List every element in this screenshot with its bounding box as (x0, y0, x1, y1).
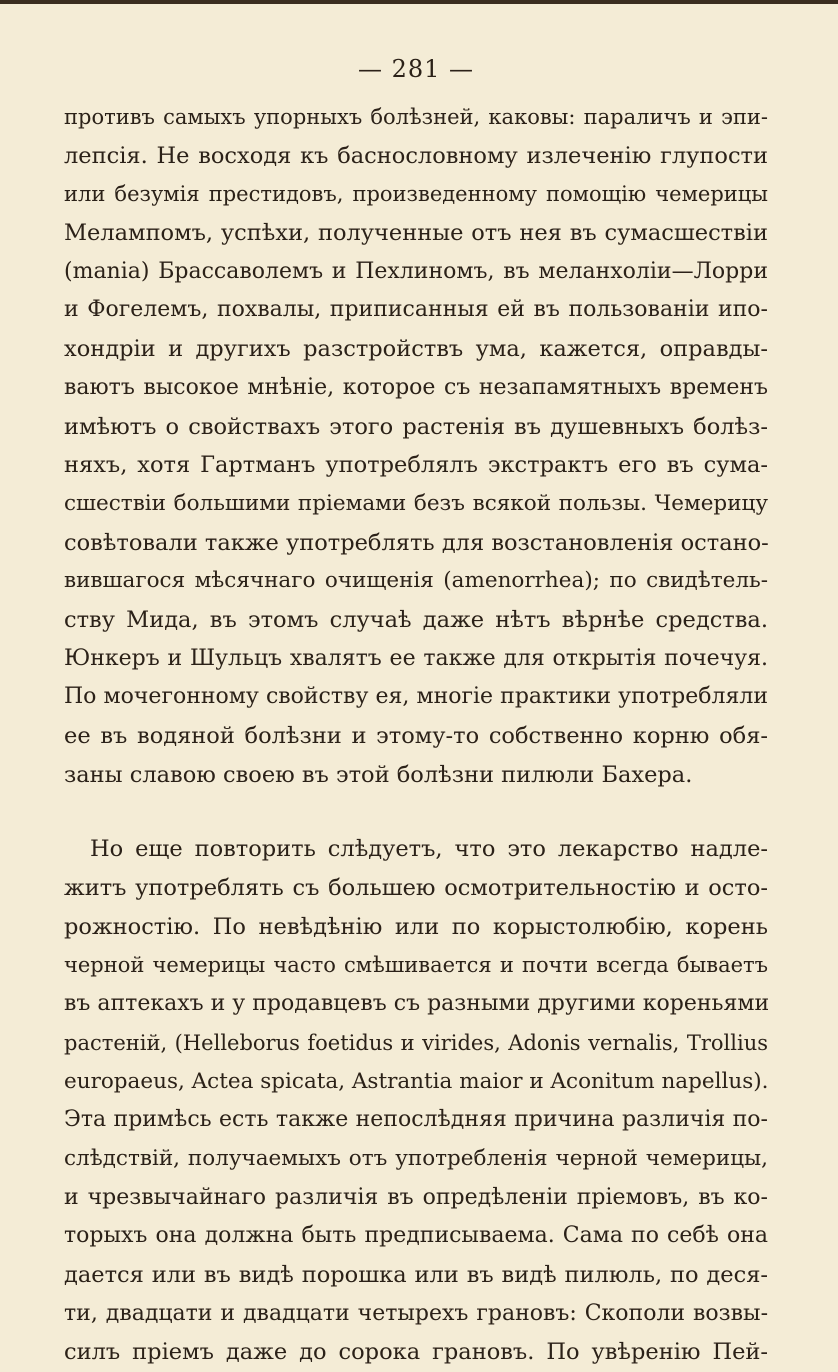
text-line: Но еще повторить слѣдуетъ, что это лекарство надле- (90, 836, 768, 863)
text-line: вившагося мѣсячнаго очищенія (amenorrhea); по свидѣтель- (64, 568, 768, 594)
text-line: ти, двадцати и двадцати четырехъ грановъ: Скополи возвы- (64, 1300, 768, 1326)
text-line: торыхъ она должна быть предписываема. Сама по себѣ она (64, 1223, 768, 1249)
text-line: растеній, (Helleborus foetidus и virides, Adonis vernalis, Trollius (64, 1030, 768, 1055)
text-line: сшествіи большими пріемами безъ всякой пользы. Чемерицу (64, 490, 768, 516)
paragraph-1 (64, 98, 768, 794)
text-line: силъ пріемъ даже до сорока грановъ. По увѣренію Пей- (64, 1339, 768, 1366)
text-line: и Фогелемъ, похвалы, приписанныя ей въ пользованіи ипо- (64, 297, 768, 323)
text-line: или безумія престидовъ, произведенному помощію чемерицы (64, 182, 768, 207)
text-line: заны славою своею въ этой болѣзни пилюли Бахера. (64, 761, 693, 788)
text-line: рожностію. По невѣдѣнію или по корыстолюбію, корень (64, 913, 768, 940)
paragraph-gap (64, 794, 768, 830)
text-line: въ аптекахъ и у продавцевъ съ разными другими кореньями (64, 991, 770, 1017)
text-line: дается или въ видѣ порошка или въ видѣ пилюль, по деся- (64, 1261, 768, 1288)
text-line: житъ употреблять съ большею осмотрительностію и осто- (64, 875, 768, 902)
text-line: Мелампомъ, успѣхи, полученные отъ нея въ сумасшествіи (64, 220, 768, 247)
text-line: ваютъ высокое мнѣніе, которое съ незапамятныхъ временъ (64, 374, 768, 400)
text-line: europaeus, Actea spicata, Astrantia maior и Aconitum napellus). (64, 1068, 769, 1094)
text-line: ству Мида, въ этомъ случаѣ даже нѣтъ вѣрнѣе средства. (64, 606, 768, 633)
text-line: лепсія. Не восходя къ баснословному излеченію глупости (64, 142, 768, 169)
text-line: слѣдствій, получаемыхъ отъ употребленія черной чемерицы, (64, 1145, 768, 1171)
text-line: черной чемерицы часто смѣшивается и почти всегда бываетъ (64, 953, 768, 978)
text-line: По мочегонному свойству ея, многіе практики употребляли (64, 684, 768, 710)
text-line: имѣютъ о свойствахъ этого растенія въ душевныхъ болѣз- (64, 413, 768, 440)
text-line: Эта примѣсь есть также непослѣдняя причина различія по- (64, 1107, 768, 1133)
paragraph-2 (64, 830, 768, 1372)
text-line: совѣтовали также употреблять для возстановленія остано- (64, 529, 769, 556)
text-line: ее въ водяной болѣзни и этому-то собственно корню обя- (64, 723, 768, 749)
text-line: хондріи и другихъ разстройствъ ума, кажется, оправды- (64, 336, 768, 363)
text-line: (mania) Брассаволемъ и Пехлиномъ, въ меланхоліи—Лорри (64, 258, 768, 284)
text-line: противъ самыхъ упорныхъ болѣзней, каковы: параличъ и эпи- (64, 105, 768, 129)
text-line: няхъ, хотя Гартманъ употреблялъ экстрактъ его въ сума- (64, 452, 768, 479)
top-border-rule (0, 0, 838, 4)
book-page (64, 54, 768, 1372)
page-number: — 281 — (357, 55, 475, 83)
text-line: и чрезвычайнаго различія въ опредѣленіи пріемовъ, въ ко- (64, 1184, 768, 1210)
text-line: Юнкеръ и Шульцъ хвалятъ ее также для открытія почечуя. (64, 645, 768, 671)
